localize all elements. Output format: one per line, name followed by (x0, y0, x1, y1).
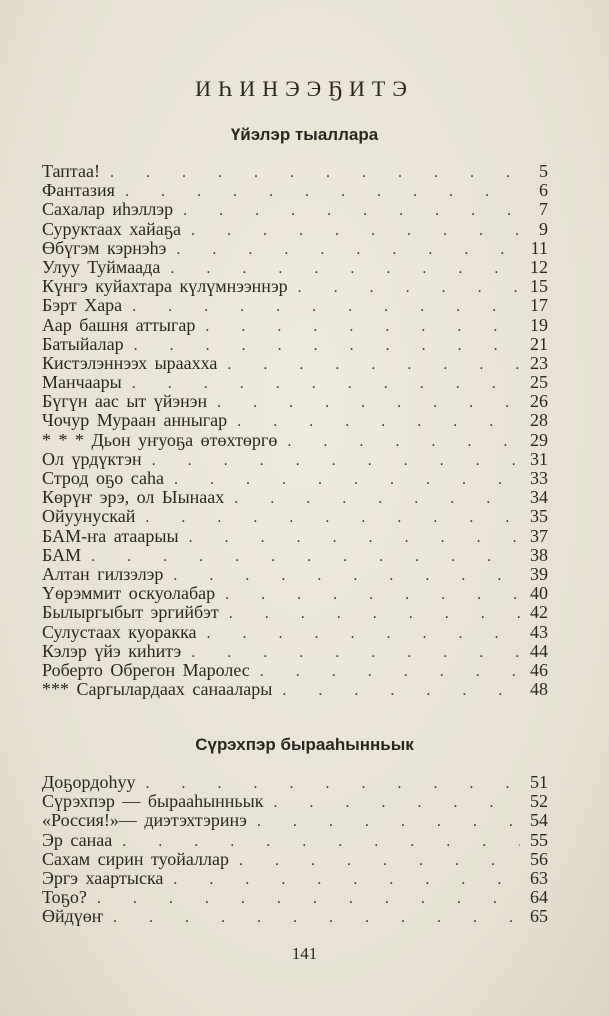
toc-entry-title: Кэлэр үйэ киһитэ (42, 641, 182, 661)
dot-leader (234, 489, 520, 507)
dot-leader (225, 585, 520, 603)
toc-entry-page: 11 (530, 238, 548, 258)
dot-leader (145, 508, 520, 526)
dot-leader (113, 908, 520, 926)
toc-entry-page: 25 (530, 373, 548, 393)
dot-leader (189, 528, 520, 546)
toc-entry (42, 392, 548, 411)
toc-entry (42, 450, 548, 469)
toc-entry (42, 869, 548, 888)
toc-entry-title: Улуу Туймаада (42, 257, 161, 277)
dot-leader (273, 793, 520, 811)
toc-entry-title: Сулустаах куоракка (42, 622, 197, 642)
toc-entry (42, 642, 548, 661)
toc-list-section-2 (42, 773, 548, 927)
toc-entry (42, 907, 548, 926)
toc-entry (42, 792, 548, 811)
toc-entry-title: БАМ-ҥа атаарыы (42, 526, 179, 546)
toc-entry (42, 373, 548, 392)
dot-leader (257, 812, 520, 830)
toc-entry-page: 63 (530, 868, 548, 888)
toc-entry-title: Өбүгэм кэрнэһэ (42, 238, 167, 258)
toc-entry-page: 17 (530, 296, 548, 316)
toc-entry-title: Кистэлэннээх ыраахха (42, 353, 218, 373)
dot-leader (191, 643, 520, 661)
dot-leader (298, 278, 520, 296)
toc-entry-title: Ойуунускай (42, 507, 136, 527)
dot-leader (229, 604, 520, 622)
dot-leader (260, 662, 520, 680)
contents-title: ИҺИНЭЭҔИТЭ (195, 76, 414, 101)
toc-entry (42, 623, 548, 642)
toc-entry-title: Эргэ хаартыска (42, 868, 164, 888)
toc-entry-page: 15 (530, 277, 548, 297)
toc-entry-title: Сахам сирин туойаллар (42, 849, 229, 869)
dot-leader (91, 547, 520, 565)
toc-entry-title: Көрүҥ эрэ, ол Ыынаах (42, 488, 225, 508)
toc-entry (42, 220, 548, 239)
toc-entry (42, 565, 548, 584)
dot-leader (132, 374, 520, 392)
toc-entry-page: 64 (530, 888, 548, 908)
toc-entry-title: Суруктаах хайаҕа (42, 219, 182, 239)
toc-entry-page: 43 (530, 622, 548, 642)
toc-entry-page: 39 (530, 564, 548, 584)
toc-entry (42, 277, 548, 296)
toc-entry (42, 200, 548, 219)
toc-entry-page: 9 (539, 219, 548, 239)
dot-leader (152, 451, 520, 469)
dot-leader (205, 317, 520, 335)
toc-entry (42, 527, 548, 546)
toc-entry (42, 603, 548, 622)
toc-entry-page: 21 (530, 334, 548, 354)
dot-leader (287, 432, 520, 450)
section-heading-1: Үйэлэр тыаллара (230, 125, 379, 144)
page-number: 141 (291, 944, 318, 963)
dot-leader (239, 851, 520, 869)
toc-entry-page: 55 (530, 830, 548, 850)
toc-entry (42, 335, 548, 354)
toc-entry (42, 888, 548, 907)
dot-leader (237, 412, 520, 430)
toc-entry-title: Строд оҕо саһа (42, 469, 164, 488)
dot-leader (183, 201, 520, 219)
toc-entry (42, 469, 548, 488)
toc-entry-title: Былыргыбыт эргийбэт (42, 603, 219, 623)
toc-entry-page: 52 (530, 792, 548, 812)
dot-leader (173, 870, 520, 888)
toc-entry (42, 431, 548, 450)
toc-entry-title: *** Саргылардаах санаалары (42, 680, 273, 700)
toc-entry-page: 31 (530, 449, 548, 469)
toc-entry-page: 51 (530, 773, 548, 792)
dot-leader (125, 182, 520, 200)
toc-entry-title: Бэрт Хара (42, 296, 123, 316)
toc-entry (42, 584, 548, 603)
toc-list-section-1 (42, 162, 548, 699)
dot-leader (173, 566, 520, 584)
toc-entry (42, 661, 548, 680)
dot-leader (227, 355, 520, 373)
toc-entry-page: 38 (530, 545, 548, 565)
toc-entry-title: Роберто Обрегон Маролес (42, 660, 250, 680)
toc-entry-title: Сүрэхпэр — бырааһынньык (42, 792, 264, 812)
dot-leader (191, 221, 520, 239)
toc-entry-page: 33 (530, 469, 548, 488)
toc-entry-title: Эр санаа (42, 830, 113, 850)
toc-entry-page: 29 (530, 430, 548, 450)
toc-entry-page: 65 (530, 907, 548, 927)
toc-entry-page: 35 (530, 507, 548, 527)
toc-entry-page: 42 (530, 603, 548, 623)
toc-entry-page: 48 (530, 680, 548, 700)
toc-entry (42, 488, 548, 507)
toc-entry-title: * * * Дьон уҥуоҕа өтөхтөргө (42, 430, 278, 450)
toc-entry (42, 239, 548, 258)
toc-entry-page: 44 (530, 641, 548, 661)
toc-entry-page: 28 (530, 411, 548, 431)
toc-entry (42, 162, 548, 181)
toc-entry-title: Үөрэммит оскуолабар (42, 584, 216, 604)
toc-entry-title: Батыйалар (42, 334, 124, 354)
toc-entry-page: 19 (530, 315, 548, 335)
toc-entry-title: Күнгэ куйахтара күлүмнээннэр (42, 277, 288, 297)
toc-entry-page: 5 (539, 162, 548, 181)
dot-leader (132, 297, 520, 315)
toc-entry (42, 296, 548, 315)
toc-entry (42, 354, 548, 373)
toc-entry-title: Тоҕо? (42, 888, 87, 908)
dot-leader (170, 259, 520, 277)
toc-entry (42, 811, 548, 830)
toc-entry (42, 507, 548, 526)
toc-entry-title: Өйдүөҥ (42, 907, 104, 927)
toc-entry-title: Фантазия (42, 181, 115, 201)
toc-entry-title: Таптаа! (42, 162, 100, 181)
toc-entry-page: 56 (530, 849, 548, 869)
toc-entry-title: Аар башня аттыгар (42, 315, 196, 335)
toc-entry-title: Доҕордоһуу (42, 773, 136, 792)
toc-entry (42, 546, 548, 565)
toc-entry (42, 411, 548, 430)
dot-leader (282, 681, 520, 699)
toc-entry-title: Сахалар иһэллэр (42, 200, 174, 220)
toc-entry (42, 680, 548, 699)
toc-entry-page: 37 (530, 526, 548, 546)
toc-entry-title: Манчаары (42, 373, 122, 393)
dot-leader (217, 393, 520, 411)
toc-entry-title: «Россия!»— диэтэхтэринэ (42, 811, 247, 831)
toc-entry (42, 258, 548, 277)
dot-leader (207, 624, 520, 642)
toc-entry-title: БАМ (42, 545, 82, 565)
toc-entry (42, 181, 548, 200)
toc-entry-title: Чочур Мураан анныгар (42, 411, 228, 431)
dot-leader (174, 470, 520, 488)
toc-entry-page: 7 (539, 200, 548, 220)
dot-leader (176, 240, 520, 258)
toc-entry-title: Ол үрдүктэн (42, 449, 142, 469)
toc-entry-page: 40 (530, 584, 548, 604)
toc-entry-page: 46 (530, 660, 548, 680)
toc-entry (42, 831, 548, 850)
toc-entry (42, 316, 548, 335)
toc-entry (42, 850, 548, 869)
toc-entry-page: 6 (539, 181, 548, 201)
toc-entry-page: 23 (530, 353, 548, 373)
toc-entry (42, 773, 548, 792)
toc-entry-page: 12 (530, 257, 548, 277)
toc-entry-title: Бүгүн аас ыт үйэнэн (42, 392, 208, 412)
section-heading-2: Сүрэхпэр бырааһынньык (195, 735, 414, 754)
toc-entry-page: 34 (530, 488, 548, 508)
toc-entry-page: 54 (530, 811, 548, 831)
dot-leader (97, 889, 520, 907)
dot-leader (110, 163, 520, 181)
toc-entry-page: 26 (530, 392, 548, 412)
dot-leader (122, 832, 520, 850)
toc-entry-title: Алтан гилзэлэр (42, 564, 164, 584)
dot-leader (134, 336, 520, 354)
dot-leader (145, 774, 520, 792)
